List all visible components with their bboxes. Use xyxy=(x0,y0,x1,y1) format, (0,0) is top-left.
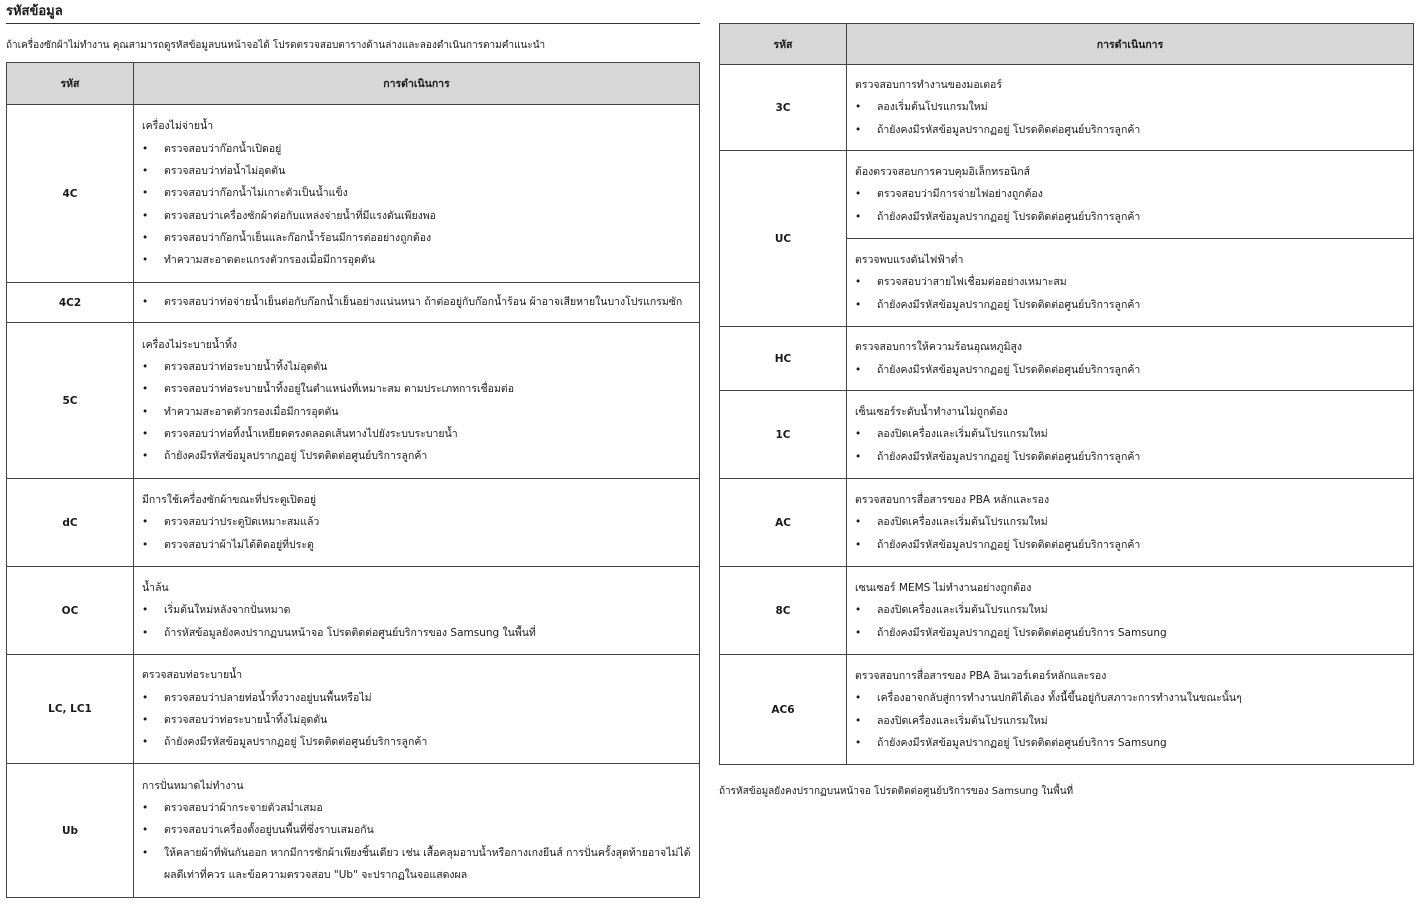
action-cell xyxy=(134,655,700,764)
action-heading: ตรวจสอบการให้ความร้อนอุณหภูมิสูง xyxy=(855,341,1023,354)
action-content xyxy=(847,249,1413,316)
action-list xyxy=(142,511,691,556)
error-code-table-left xyxy=(6,62,700,898)
action-heading: การปั่นหมาดไม่ทำงาน xyxy=(142,779,244,792)
table-header-row xyxy=(7,63,700,105)
action-item: • ตรวจสอบว่าสายไฟเชื่อมต่ออย่างเหมาะสม xyxy=(855,271,1405,293)
action-list xyxy=(142,599,691,644)
left-column xyxy=(6,0,700,898)
action-cell xyxy=(134,567,700,655)
code-column-header: รหัส xyxy=(7,63,134,105)
action-content xyxy=(847,336,1413,381)
table-row xyxy=(720,65,1414,151)
action-list xyxy=(142,138,691,272)
table-row xyxy=(7,323,700,479)
action-cell xyxy=(847,151,1414,239)
action-cell xyxy=(847,479,1414,567)
action-list xyxy=(855,511,1405,556)
action-item: • เครื่องอาจกลับสู่การทำงานปกติได้เอง ทั้งนี้ขึ้นอยู่กับสภาวะการทำงานในขณะนั้นๆ xyxy=(855,687,1405,709)
action-cell xyxy=(847,567,1414,655)
action-list xyxy=(855,271,1405,316)
action-item: • ถ้ายังคงมีรหัสข้อมูลปรากฏอยู่ โปรดติดต่อศูนย์บริการลูกค้า xyxy=(855,446,1405,468)
table-row xyxy=(720,327,1414,391)
action-content xyxy=(847,74,1413,141)
action-list xyxy=(855,599,1405,644)
error-code: dC xyxy=(7,479,134,567)
action-cell xyxy=(847,391,1414,479)
error-code: AC xyxy=(720,479,847,567)
error-code: 1C xyxy=(720,391,847,479)
action-heading: ตรวจพบแรงดันไฟฟ้าต่ำ xyxy=(855,254,964,267)
error-code: 3C xyxy=(720,65,847,151)
action-heading: ต้องตรวจสอบการควบคุมอิเล็กทรอนิกส์ xyxy=(855,166,1031,179)
action-content xyxy=(134,334,699,468)
action-heading: เครื่องไม่ระบายน้ำทิ้ง xyxy=(142,338,238,351)
table-row xyxy=(720,479,1414,567)
action-content xyxy=(134,115,699,271)
action-heading: น้ำล้น xyxy=(142,582,169,595)
action-content xyxy=(847,161,1413,228)
action-column-header: การดำเนินการ xyxy=(847,24,1414,65)
action-list xyxy=(142,291,691,313)
action-item: • ถ้ายังคงมีรหัสข้อมูลปรากฏอยู่ โปรดติดต่อศูนย์บริการลูกค้า xyxy=(855,294,1405,316)
action-item: • ลองปิดเครื่องและเริ่มต้นโปรแกรมใหม่ xyxy=(855,511,1405,533)
error-code: 8C xyxy=(720,567,847,655)
action-cell xyxy=(847,239,1414,327)
table-row xyxy=(720,567,1414,655)
action-item: • ตรวจสอบว่าประตูปิดเหมาะสมแล้ว xyxy=(142,511,691,533)
action-item: • ลองเริ่มต้นโปรแกรมใหม่ xyxy=(855,96,1405,118)
action-content xyxy=(847,577,1413,644)
table-body xyxy=(7,105,700,898)
action-item: • เริ่มต้นใหม่หลังจากปั่นหมาด xyxy=(142,599,691,621)
action-cell xyxy=(134,105,700,283)
action-item: • ถ้ายังคงมีรหัสข้อมูลปรากฏอยู่ โปรดติดต่อศูนย์บริการ Samsung xyxy=(855,622,1405,644)
action-content xyxy=(134,291,699,313)
action-cell xyxy=(134,764,700,898)
action-list xyxy=(142,797,691,886)
action-item: • ถ้ายังคงมีรหัสข้อมูลปรากฏอยู่ โปรดติดต่อศูนย์บริการลูกค้า xyxy=(855,534,1405,556)
error-code: LC, LC1 xyxy=(7,655,134,764)
action-item: • ลองปิดเครื่องและเริ่มต้นโปรแกรมใหม่ xyxy=(855,423,1405,445)
action-item: • ถ้ายังคงมีรหัสข้อมูลปรากฏอยู่ โปรดติดต่อศูนย์บริการลูกค้า xyxy=(855,119,1405,141)
action-heading: ตรวจสอบการสื่อสารของ PBA หลักและรอง xyxy=(855,494,1050,507)
action-cell xyxy=(847,327,1414,391)
table-row xyxy=(7,479,700,567)
action-list xyxy=(855,687,1405,754)
action-heading: เซ็นเซอร์ระดับน้ำทำงานไม่ถูกต้อง xyxy=(855,406,1008,419)
action-item: • ให้คลายผ้าที่พันกันออก หากมีการซักผ้าเพียงชิ้นเดียว เช่น เสื้อคลุมอาบน้ำหรือกางเกงยีนส์ การปั่นครั้งสุดท้ายอาจไม่ได้ผลดีเท่าที่ควร และข้อความตรวจสอบ "Ub" จะปรากฏในจอแสดงผล xyxy=(142,842,691,887)
error-code: 5C xyxy=(7,323,134,479)
action-item: • ตรวจสอบว่าท่อระบายน้ำทิ้งไม่อุดตัน xyxy=(142,709,691,731)
action-item: • ตรวจสอบว่าท่อทิ้งน้ำเหยียดตรงตลอดเส้นทางไปยังระบบระบายน้ำ xyxy=(142,423,691,445)
action-item: • ถ้ายังคงมีรหัสข้อมูลปรากฏอยู่ โปรดติดต่อศูนย์บริการลูกค้า xyxy=(855,206,1405,228)
action-heading: เซนเซอร์ MEMS ไม่ทำงานอย่างถูกต้อง xyxy=(855,582,1032,595)
action-item: • ตรวจสอบว่ามีการจ่ายไฟอย่างถูกต้อง xyxy=(855,183,1405,205)
error-code: UC xyxy=(720,151,847,327)
action-item: • ทำความสะอาดตะแกรงตัวกรองเมื่อมีการอุดตัน xyxy=(142,249,691,271)
table-row xyxy=(7,764,700,898)
action-item: • ทำความสะอาดตัวกรองเมื่อมีการอุดตัน xyxy=(142,401,691,423)
action-list xyxy=(855,183,1405,228)
footer-note: ถ้ารหัสข้อมูลยังคงปรากฏบนหน้าจอ โปรดติดต่อศูนย์บริการของ Samsung ในพื้นที่ xyxy=(719,786,1074,797)
action-item: • ตรวจสอบว่าผ้ากระจายตัวสม่ำเสมอ xyxy=(142,797,691,819)
action-heading: ตรวจสอบการสื่อสารของ PBA อินเวอร์เตอร์หลักและรอง xyxy=(855,669,1107,682)
action-content xyxy=(134,489,699,556)
table-row xyxy=(720,151,1414,239)
table-row xyxy=(7,567,700,655)
table-row xyxy=(7,655,700,764)
action-item: • ถ้ายังคงมีรหัสข้อมูลปรากฏอยู่ โปรดติดต่อศูนย์บริการลูกค้า xyxy=(855,359,1405,381)
action-item: • ตรวจสอบว่าผ้าไม่ได้ติดอยู่ที่ประตู xyxy=(142,534,691,556)
action-list xyxy=(855,359,1405,381)
action-cell xyxy=(134,283,700,323)
action-item: • ตรวจสอบว่าก๊อกน้ำเย็นและก๊อกน้ำร้อนมีการต่ออย่างถูกต้อง xyxy=(142,227,691,249)
action-cell xyxy=(847,655,1414,765)
table-header-row xyxy=(720,24,1414,65)
error-code: 4C xyxy=(7,105,134,283)
action-cell xyxy=(134,323,700,479)
action-list xyxy=(142,687,691,754)
action-column-header: การดำเนินการ xyxy=(134,63,700,105)
error-code: OC xyxy=(7,567,134,655)
action-item: • ตรวจสอบว่าท่อน้ำไม่อุดตัน xyxy=(142,160,691,182)
action-item: • ลองปิดเครื่องและเริ่มต้นโปรแกรมใหม่ xyxy=(855,599,1405,621)
action-content xyxy=(134,775,699,886)
action-item: • ถ้ายังคงมีรหัสข้อมูลปรากฏอยู่ โปรดติดต่อศูนย์บริการ Samsung xyxy=(855,732,1405,754)
action-heading: ตรวจสอบท่อระบายน้ำ xyxy=(142,669,243,682)
table-row xyxy=(720,391,1414,479)
action-content xyxy=(847,489,1413,556)
action-heading: เครื่องไม่จ่ายน้ำ xyxy=(142,120,214,133)
action-content xyxy=(847,665,1413,754)
action-item: • ถ้ายังคงมีรหัสข้อมูลปรากฏอยู่ โปรดติดต่อศูนย์บริการลูกค้า xyxy=(142,731,691,753)
action-item: • ถ้ารหัสข้อมูลยังคงปรากฏบนหน้าจอ โปรดติดต่อศูนย์บริการของ Samsung ในพื้นที่ xyxy=(142,622,691,644)
action-cell xyxy=(134,479,700,567)
code-column-header: รหัส xyxy=(720,24,847,65)
table-row xyxy=(7,105,700,283)
right-column xyxy=(719,23,1414,799)
action-list xyxy=(855,423,1405,468)
action-content xyxy=(847,401,1413,468)
action-item: • ตรวจสอบว่าเครื่องตั้งอยู่บนพื้นที่ซึ่งราบเสมอกัน xyxy=(142,819,691,841)
action-item: • ตรวจสอบว่าก๊อกน้ำไม่เกาะตัวเป็นน้ำแข็ง xyxy=(142,182,691,204)
action-item: • ตรวจสอบว่าปลายท่อน้ำทิ้งวางอยู่บนพื้นหรือไม่ xyxy=(142,687,691,709)
table-body xyxy=(720,65,1414,765)
error-code-table-right xyxy=(719,23,1414,765)
action-content xyxy=(134,664,699,753)
action-item: • ตรวจสอบว่าก๊อกน้ำเปิดอยู่ xyxy=(142,138,691,160)
table-row xyxy=(7,283,700,323)
action-item: • ลองปิดเครื่องและเริ่มต้นโปรแกรมใหม่ xyxy=(855,710,1405,732)
action-heading: มีการใช้เครื่องซักผ้าขณะที่ประตูเปิดอยู่ xyxy=(142,494,317,507)
error-code: 4C2 xyxy=(7,283,134,323)
action-content xyxy=(134,577,699,644)
error-code: AC6 xyxy=(720,655,847,765)
action-list xyxy=(855,96,1405,141)
action-heading: ตรวจสอบการทำงานของมอเตอร์ xyxy=(855,79,1002,92)
action-item: • ตรวจสอบว่าท่อจ่ายน้ำเย็นต่อกับก๊อกน้ำเย็นอย่างแน่นหนา ถ้าต่ออยู่กับก๊อกน้ำร้อน ผ้าอาจเสียหายในบางโปรแกรมซัก xyxy=(142,291,691,313)
action-item: • ตรวจสอบว่าท่อระบายน้ำทิ้งไม่อุดตัน xyxy=(142,356,691,378)
intro-text: ถ้าเครื่องซักผ้าไม่ทำงาน คุณสามารถดูรหัสข้อมูลบนหน้าจอได้ โปรดตรวจสอบตารางด้านล่างและลองดำเนินการตามคำแนะนำ xyxy=(6,40,546,51)
action-list xyxy=(142,356,691,467)
table-row xyxy=(720,655,1414,765)
error-code: HC xyxy=(720,327,847,391)
action-item: • ตรวจสอบว่าท่อระบายน้ำทิ้งอยู่ในตำแหน่งที่เหมาะสม ตามประเภทการเชื่อมต่อ xyxy=(142,378,691,400)
error-code: Ub xyxy=(7,764,134,898)
action-cell xyxy=(847,65,1414,151)
action-item: • ตรวจสอบว่าเครื่องซักผ้าต่อกับแหล่งจ่ายน้ำที่มีแรงดันเพียงพอ xyxy=(142,205,691,227)
page-title: รหัสข้อมูล xyxy=(6,0,700,24)
action-item: • ถ้ายังคงมีรหัสข้อมูลปรากฏอยู่ โปรดติดต่อศูนย์บริการลูกค้า xyxy=(142,445,691,467)
